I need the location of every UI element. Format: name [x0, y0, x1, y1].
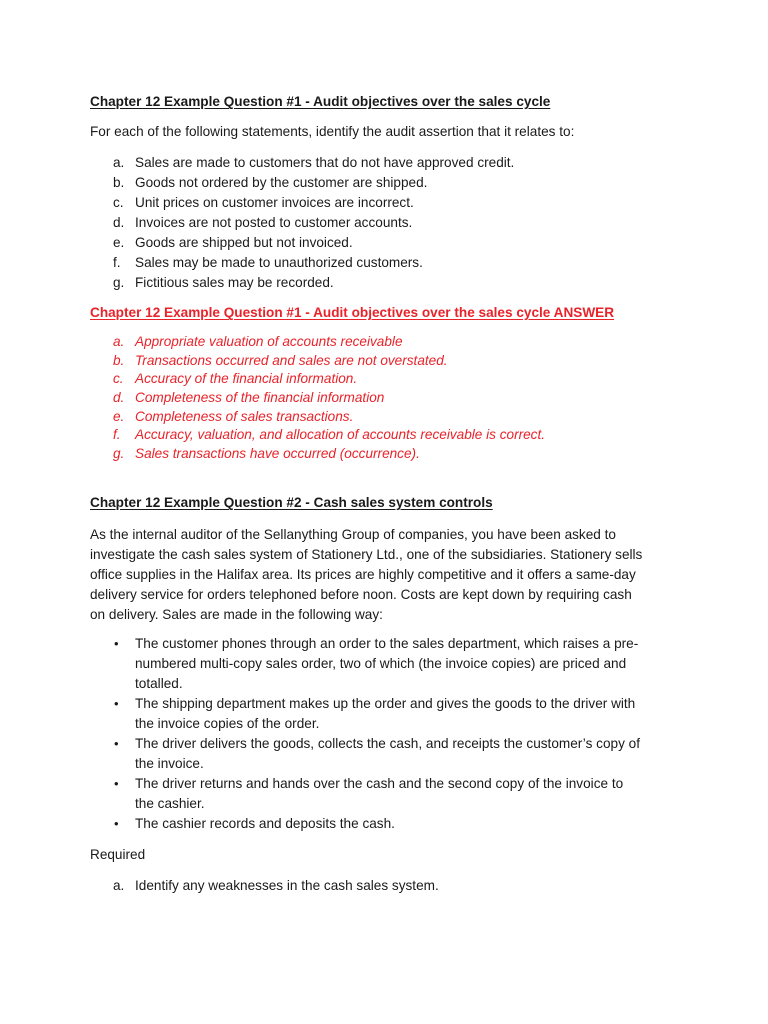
bullet-line: The driver returns and hands over the cash and the second copy of the invoice to	[135, 776, 624, 791]
q2-bullet-list	[114, 634, 640, 834]
answer-item-text: Sales transactions have occurred (occurrence).	[135, 446, 420, 462]
bullet-icon: •	[114, 736, 119, 751]
list-marker: g.	[113, 446, 125, 462]
list-marker: a.	[113, 878, 125, 893]
answer-item	[113, 352, 545, 371]
list-marker: b.	[113, 352, 125, 368]
list-item	[113, 273, 514, 293]
bullet-item	[114, 734, 640, 774]
paragraph-line: investigate the cash sales system of Stationery Ltd., one of the subsidiaries. Stationery sells	[90, 547, 643, 562]
list-item	[113, 876, 439, 896]
answer-item-text: Completeness of the financial information	[135, 390, 385, 406]
bullet-item	[114, 814, 640, 834]
list-item-text: Goods are shipped but not invoiced.	[135, 235, 353, 250]
answer-item-text: Accuracy, valuation, and allocation of accounts receivable is correct.	[135, 427, 546, 443]
bullet-item	[114, 694, 640, 734]
list-item-text: Sales are made to customers that do not have approved credit.	[135, 155, 515, 170]
answer-item-text: Transactions occurred and sales are not overstated.	[135, 352, 448, 368]
bullet-icon: •	[114, 636, 119, 651]
paragraph-line: As the internal auditor of the Sellanything Group of companies, you have been asked to	[90, 527, 616, 542]
answer-item	[113, 408, 545, 427]
list-marker: c.	[113, 195, 124, 210]
list-item	[113, 173, 514, 193]
bullet-line: The cashier records and deposits the cash.	[135, 816, 395, 831]
bullet-item	[114, 634, 640, 694]
paragraph-line: office supplies in the Halifax area. Its prices are highly competitive and it offers a same-day	[90, 567, 636, 582]
bullet-line: the invoice copies of the order.	[135, 716, 320, 731]
list-marker: d.	[113, 215, 125, 230]
paragraph-line: on delivery. Sales are made in the following way:	[90, 607, 383, 622]
list-item-text: Unit prices on customer invoices are incorrect.	[135, 195, 414, 210]
bullet-icon: •	[114, 696, 119, 711]
bullet-line: numbered multi-copy sales order, two of which (the invoice copies) are priced and	[135, 656, 627, 671]
list-item-text: Invoices are not posted to customer accounts.	[135, 215, 413, 230]
answer-item-text: Completeness of sales transactions.	[135, 408, 354, 424]
bullet-line: the cashier.	[135, 796, 205, 811]
list-item	[113, 253, 514, 273]
list-item-text: Sales may be made to unauthorized customers.	[135, 255, 423, 270]
answer-item	[113, 370, 545, 389]
list-marker: b.	[113, 175, 125, 190]
list-item-text: Goods not ordered by the customer are shipped.	[135, 175, 428, 190]
q2-heading-underlined: Chapter 12 Example Question #2 -	[90, 495, 314, 510]
list-marker: f.	[113, 255, 121, 270]
list-item	[113, 193, 514, 213]
list-item	[113, 153, 514, 173]
bullet-icon: •	[114, 776, 119, 791]
q1-heading: Chapter 12 Example Question #1 - Audit objectives over the sales cycle	[90, 94, 551, 109]
bullet-line: totalled.	[135, 676, 183, 691]
answer-item	[113, 389, 545, 408]
bullet-icon: •	[114, 816, 119, 831]
answer-item-text: Accuracy of the financial information.	[135, 371, 358, 387]
bullet-item	[114, 774, 640, 814]
list-item-text: Identify any weaknesses in the cash sales system.	[135, 878, 439, 893]
list-marker: f.	[113, 427, 121, 443]
list-marker: e.	[113, 235, 125, 250]
list-marker: d.	[113, 390, 125, 406]
list-marker: a.	[113, 155, 125, 170]
answer-item	[113, 445, 545, 464]
q1-answer-list	[113, 333, 545, 464]
q2-heading	[90, 495, 493, 510]
paragraph-line: delivery service for orders telephoned before noon. Costs are kept down by requiring cash	[90, 587, 632, 602]
required-list	[113, 876, 439, 896]
bullet-line: The customer phones through an order to the sales department, which raises a pre-	[135, 636, 639, 651]
list-marker: e.	[113, 408, 125, 424]
list-marker: a.	[113, 334, 125, 349]
bullet-line: The shipping department makes up the order and gives the goods to the driver with	[135, 696, 636, 711]
bullet-line: The driver delivers the goods, collects the cash, and receipts the customer’s copy of	[135, 736, 640, 751]
q2-heading-rest: Cash sales system controls	[313, 495, 493, 510]
q2-intro	[90, 525, 680, 625]
list-item	[113, 233, 514, 253]
q1-intro: For each of the following statements, identify the audit assertion that it relates to:	[90, 124, 575, 139]
q1-list	[113, 153, 514, 293]
list-marker: c.	[113, 371, 124, 387]
answer-item	[113, 333, 545, 352]
q1-answer-heading: Chapter 12 Example Question #1 - Audit objectives over the sales cycle ANSWER	[90, 305, 615, 320]
list-marker: g.	[113, 275, 125, 290]
list-item-text: Fictitious sales may be recorded.	[135, 275, 334, 290]
answer-item-text: Appropriate valuation of accounts receivable	[135, 334, 403, 349]
required-label: Required	[90, 847, 146, 862]
list-item	[113, 213, 514, 233]
answer-item	[113, 426, 545, 445]
bullet-line: the invoice.	[135, 756, 204, 771]
